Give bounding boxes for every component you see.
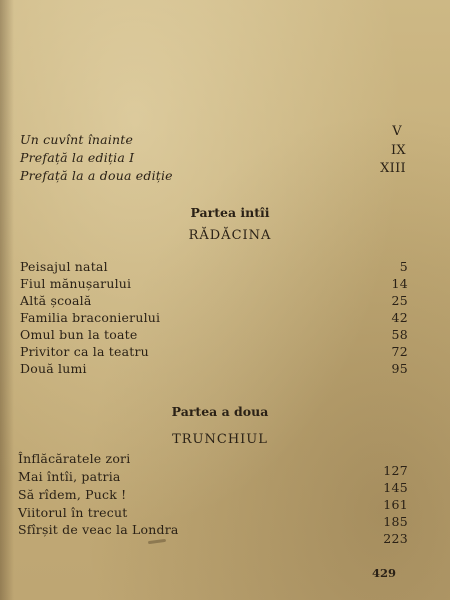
part-one-entry-page-3: 25 [391, 293, 408, 308]
part-two-entry-title-4: Viitorul în trecut [18, 505, 128, 520]
part-one-entry-page-2: 14 [391, 276, 408, 291]
part-one-heading: Partea intîi [190, 205, 270, 220]
part-one-entry-title-2: Fiul mănușarului [20, 276, 132, 291]
front-matter-page-3: XIII [380, 161, 406, 176]
part-two-subtitle: TRUNCHIUL [172, 432, 268, 447]
part-two-entry-page-2: 127 [383, 463, 408, 478]
part-one-entry-page-4: 42 [391, 310, 408, 325]
part-two-entry-page-3: 145 [383, 480, 408, 495]
spine-shadow [0, 0, 14, 600]
part-one-entry-title-1: Peisajul natal [20, 259, 108, 274]
part-two-heading: Partea a doua [171, 404, 269, 419]
part-two-entry-title-1: Înflăcăratele zori [18, 451, 131, 466]
ink-smudge [148, 539, 166, 544]
page-number: 429 [372, 566, 397, 580]
part-one-subtitle: RĂDĂCINA [188, 228, 272, 243]
front-matter-page-1: V [392, 124, 402, 139]
front-matter-title-3: Prefață la a doua ediție [20, 168, 173, 183]
front-matter-title-2: Prefață la ediția I [20, 150, 135, 165]
part-two-entry-title-3: Să rîdem, Puck ! [18, 487, 127, 502]
part-one-entry-page-6: 72 [391, 344, 408, 359]
front-matter-page-2: IX [391, 143, 406, 158]
part-one-entry-page-1: 5 [399, 259, 408, 274]
part-one-entry-title-4: Familia braconierului [20, 310, 161, 325]
part-two-entry-page-6: 223 [383, 531, 408, 546]
part-one-entry-page-5: 58 [391, 327, 408, 342]
part-two-entry-page-4: 161 [383, 497, 408, 512]
part-one-entry-title-3: Altă școală [20, 293, 92, 308]
part-one-entry-title-6: Privitor ca la teatru [20, 344, 149, 359]
part-two-entry-page-5: 185 [383, 514, 408, 529]
part-one-entry-title-5: Omul bun la toate [20, 327, 138, 342]
front-matter-title-1: Un cuvînt înainte [20, 132, 134, 147]
part-one-entry-title-7: Două lumi [20, 361, 87, 376]
part-two-entry-title-2: Mai întîi, patria [18, 469, 121, 484]
part-two-entry-title-5: Sfîrșit de veac la Londra [18, 522, 179, 537]
part-one-entry-page-7: 95 [391, 361, 408, 376]
